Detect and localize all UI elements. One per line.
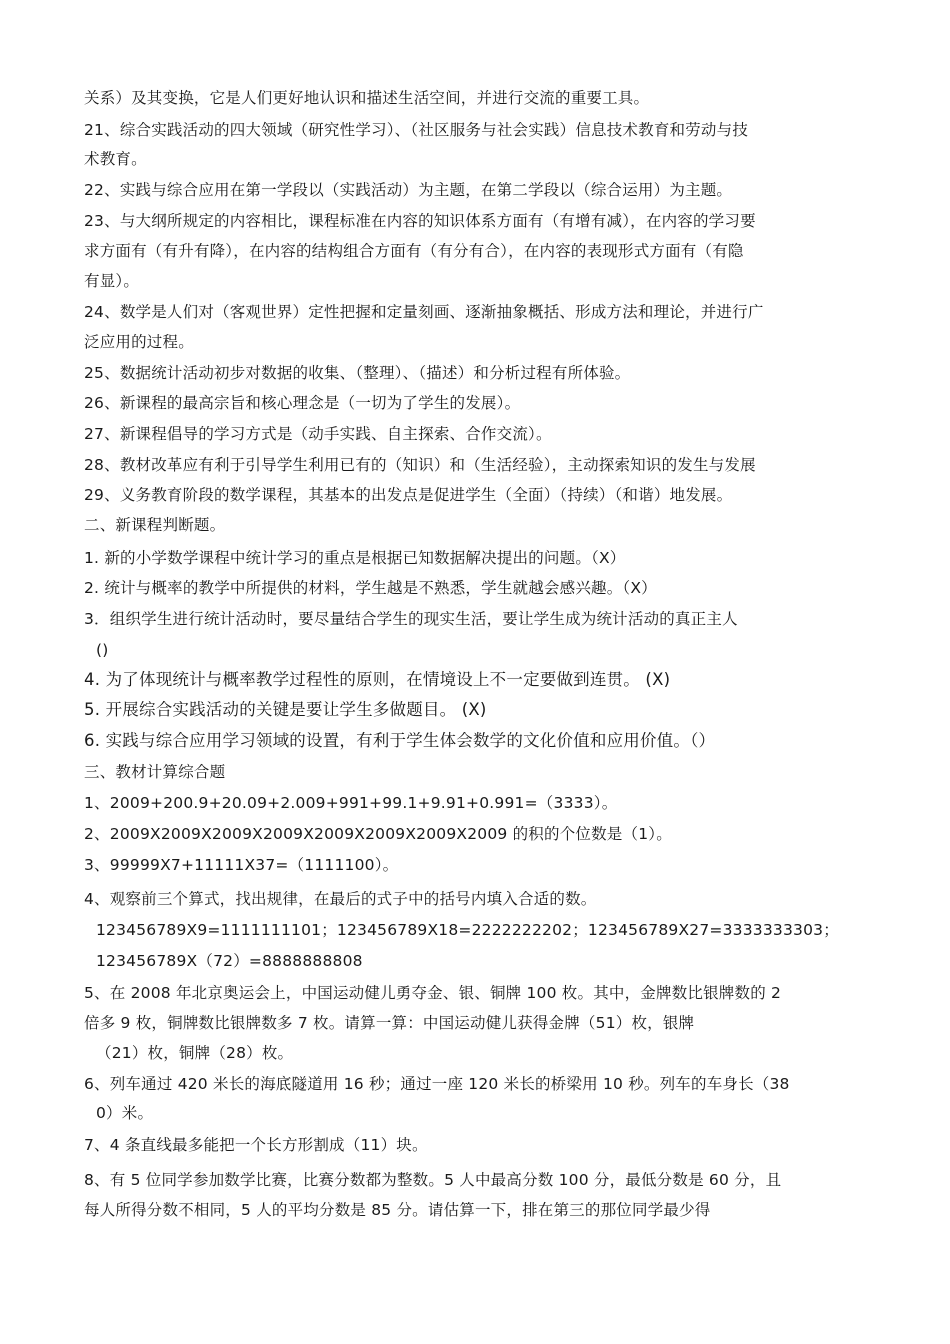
text-line: 23、与大纲所规定的内容相比，课程标准在内容的知识体系方面有（有增有减），在内容的学习要 (84, 212, 756, 230)
section-heading: 二、新课程判断题。 (84, 516, 226, 534)
text-line: 7、4 条直线最多能把一个长方形割成（11）块。 (84, 1136, 428, 1154)
text-line: 5. 开展综合实践活动的关键是要让学生多做题目。 (X) (84, 700, 487, 719)
text-line: 123456789X9=1111111101；123456789X18=2222222202；123456789X27=3333333303； (96, 921, 839, 939)
text-line: 求方面有（有升有降），在内容的结构组合方面有（有分有合），在内容的表现形式方面有（有隐 (84, 242, 744, 260)
text-line: 29、义务教育阶段的数学课程，其基本的出发点是促进学生（全面）（持续）（和谐）地发展。 (84, 486, 733, 504)
text-line: 28、教材改革应有利于引导学生利用已有的（知识）和（生活经验），主动探索知识的发生与发展 (84, 456, 756, 474)
text-line: 6. 实践与综合应用学习领域的设置，有利于学生体会数学的文化价值和应用价值。（） (84, 731, 716, 750)
section-heading: 三、教材计算综合题 (84, 763, 226, 781)
text-line: 1. 新的小学数学课程中统计学习的重点是根据已知数据解决提出的问题。（X） (84, 549, 626, 567)
text-line: 1、2009+200.9+20.09+2.009+991+99.1+9.91+0.991=（3333）。 (84, 794, 618, 812)
text-line: 24、数学是人们对（客观世界）定性把握和定量刻画、逐渐抽象概括、形成方法和理论，并进行广 (84, 303, 764, 321)
text-line: 4. 为了体现统计与概率教学过程性的原则，在情境设上不一定要做到连贯。 (X) (84, 670, 671, 689)
text-line: 21、综合实践活动的四大领域（研究性学习）、（社区服务与社会实践）信息技术教育和劳动与技 (84, 121, 749, 139)
text-line: 3、99999X7+11111X37=（1111100）。 (84, 856, 399, 874)
text-line: 27、新课程倡导的学习方式是（动手实践、自主探索、合作交流）。 (84, 425, 552, 443)
text-line: 关系）及其变换，它是人们更好地认识和描述生活空间，并进行交流的重要工具。 (84, 89, 650, 107)
text-line: 泛应用的过程。 (84, 333, 194, 351)
text-line: 8、有 5 位同学参加数学比赛，比赛分数都为整数。5 人中最高分数 100 分，最低分数是 60 分，且 (84, 1171, 782, 1189)
text-line: （21）枚，铜牌（28）枚。 (96, 1044, 294, 1062)
text-line: 2. 统计与概率的教学中所提供的材料，学生越是不熟悉，学生就越会感兴趣。（X） (84, 579, 657, 597)
text-line: 26、新课程的最高宗旨和核心理念是（一切为了学生的发展）。 (84, 394, 521, 412)
text-line: () (96, 641, 109, 659)
text-line: 25、数据统计活动初步对数据的收集、（整理）、（描述）和分析过程有所体验。 (84, 364, 631, 382)
text-line: 有显）。 (84, 272, 140, 290)
text-line: 22、实践与综合应用在第一学段以（实践活动）为主题，在第二学段以（综合运用）为主题。 (84, 181, 733, 199)
text-line: 倍多 9 枚，铜牌数比银牌数多 7 枚。请算一算：中国运动健儿获得金牌（51）枚，银牌 (84, 1014, 695, 1032)
text-line: 0）米。 (96, 1104, 154, 1122)
text-line: 123456789X（72）=8888888808 (96, 952, 363, 970)
text-line: 2、2009X2009X2009X2009X2009X2009X2009X2009 的积的个位数是（1）。 (84, 825, 672, 843)
text-line: 5、在 2008 年北京奥运会上，中国运动健儿勇夺金、银、铜牌 100 枚。其中，金牌数比银牌数的 2 (84, 984, 782, 1002)
text-line: 3．组织学生进行统计活动时，要尽量结合学生的现实生活，要让学生成为统计活动的真正主人 (84, 610, 738, 628)
text-line: 每人所得分数不相同，5 人的平均分数是 85 分。请估算一下，排在第三的那位同学最少得 (84, 1201, 711, 1219)
text-line: 术教育。 (84, 150, 147, 168)
text-line: 6、列车通过 420 米长的海底隧道用 16 秒；通过一座 120 米长的桥梁用 10 秒。列车的车身长（38 (84, 1075, 790, 1093)
text-line: 4、观察前三个算式，找出规律，在最后的式子中的括号内填入合适的数。 (84, 890, 597, 908)
